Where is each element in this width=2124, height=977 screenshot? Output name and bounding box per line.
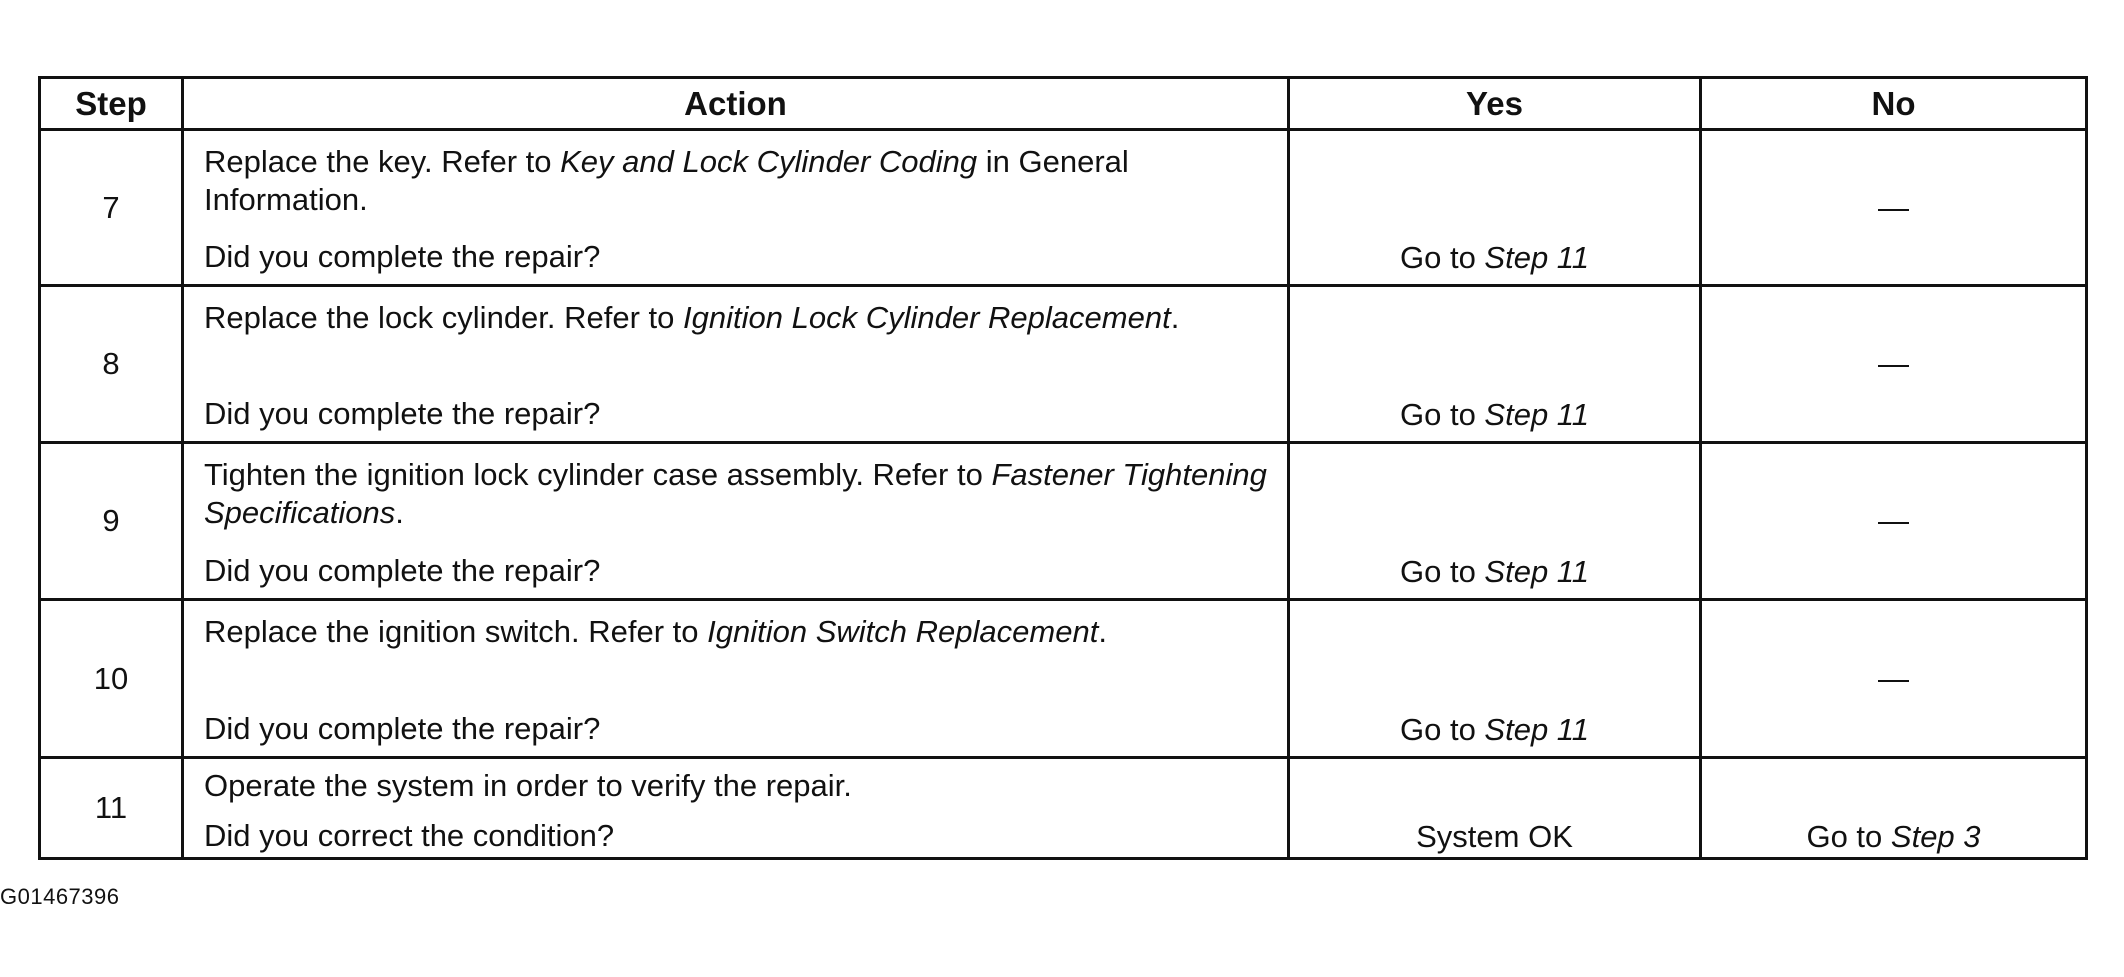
- action-cell-10: [184, 601, 1290, 759]
- action-reference-link: Fastener Tightening Specifications: [204, 457, 1267, 530]
- action-question: Did you correct the condition?: [204, 818, 615, 853]
- yes-step-reference: Step 11: [1484, 554, 1589, 589]
- header-step-label: Step: [75, 84, 147, 122]
- header-step: [41, 79, 184, 131]
- yes-cell-11: [1290, 759, 1702, 857]
- no-answer: [1702, 819, 2085, 855]
- yes-answer: [1290, 240, 1699, 276]
- step-cell-9: [41, 444, 184, 601]
- diagnostic-table: [38, 76, 2088, 860]
- no-cell-9: [1702, 444, 2085, 601]
- action-instruction: [204, 143, 1274, 219]
- action-suffix: .: [1098, 614, 1107, 649]
- no-cell-8: [1702, 287, 2085, 444]
- yes-answer: System OK: [1416, 819, 1573, 854]
- action-question: Did you complete the repair?: [204, 553, 601, 588]
- header-action: [184, 79, 1290, 131]
- action-reference-link: Ignition Lock Cylinder Replacement: [683, 300, 1171, 335]
- step-number: 7: [102, 189, 120, 225]
- action-text: Replace the key. Refer to: [204, 144, 561, 179]
- action-reference-link: Key and Lock Cylinder Coding: [560, 144, 978, 179]
- action-cell-8: [184, 287, 1290, 444]
- action-question: Did you complete the repair?: [204, 711, 601, 746]
- step-cell-10: [41, 601, 184, 759]
- action-text: Replace the lock cylinder. Refer to: [204, 300, 684, 335]
- action-text: Tighten the ignition lock cylinder case assembly. Refer to: [204, 457, 992, 492]
- header-no-label: No: [1871, 84, 1916, 122]
- yes-cell-10: [1290, 601, 1702, 759]
- yes-text: Go to: [1399, 397, 1485, 432]
- step-number: 11: [94, 790, 128, 825]
- no-cell-11: [1702, 759, 2085, 857]
- no-cell-7: [1702, 131, 2085, 287]
- action-cell-11: [184, 759, 1290, 857]
- action-instruction: [204, 456, 1274, 532]
- no-answer: —: [1878, 503, 1909, 538]
- yes-cell-8: [1290, 287, 1702, 444]
- action-cell-9: [184, 444, 1290, 601]
- header-yes: [1290, 79, 1702, 131]
- yes-answer: [1290, 712, 1699, 748]
- step-number: 8: [102, 346, 120, 381]
- yes-text: Go to: [1399, 712, 1485, 747]
- yes-cell-9: [1290, 444, 1702, 601]
- action-suffix: .: [395, 495, 404, 530]
- action-reference-link: Ignition Switch Replacement: [707, 614, 1099, 649]
- step-number: 10: [93, 660, 129, 696]
- header-no: [1702, 79, 2085, 131]
- yes-step-reference: Step 11: [1484, 712, 1589, 747]
- step-cell-7: [41, 131, 184, 287]
- action-cell-7: [184, 131, 1290, 287]
- action-text: Replace the ignition switch. Refer to: [204, 614, 708, 649]
- header-yes-label: Yes: [1466, 84, 1523, 122]
- yes-answer: [1290, 397, 1699, 433]
- step-cell-8: [41, 287, 184, 444]
- no-cell-10: [1702, 601, 2085, 759]
- figure-id-caption: G01467396: [0, 884, 120, 909]
- action-question: Did you complete the repair?: [204, 239, 601, 274]
- action-suffix: .: [1170, 300, 1180, 335]
- header-action-label: Action: [684, 84, 787, 122]
- action-suffix: in General Information.: [204, 144, 1129, 217]
- step-number: 9: [102, 503, 120, 538]
- action-instruction: [204, 613, 1274, 651]
- no-answer: —: [1878, 346, 1909, 381]
- no-step-reference: Step 3: [1890, 819, 1981, 854]
- yes-answer: [1290, 554, 1699, 590]
- no-answer: —: [1878, 189, 1909, 225]
- yes-step-reference: Step 11: [1484, 397, 1589, 432]
- yes-text: Go to: [1399, 554, 1485, 589]
- yes-cell-7: [1290, 131, 1702, 287]
- action-instruction: [204, 299, 1274, 337]
- no-text: Go to: [1806, 819, 1891, 854]
- action-question: Did you complete the repair?: [204, 396, 601, 431]
- step-cell-11: [41, 759, 184, 857]
- no-answer: —: [1878, 660, 1909, 696]
- action-instruction: Operate the system in order to verify the repair.: [204, 768, 852, 803]
- yes-step-reference: Step 11: [1484, 240, 1589, 275]
- yes-text: Go to: [1399, 240, 1485, 275]
